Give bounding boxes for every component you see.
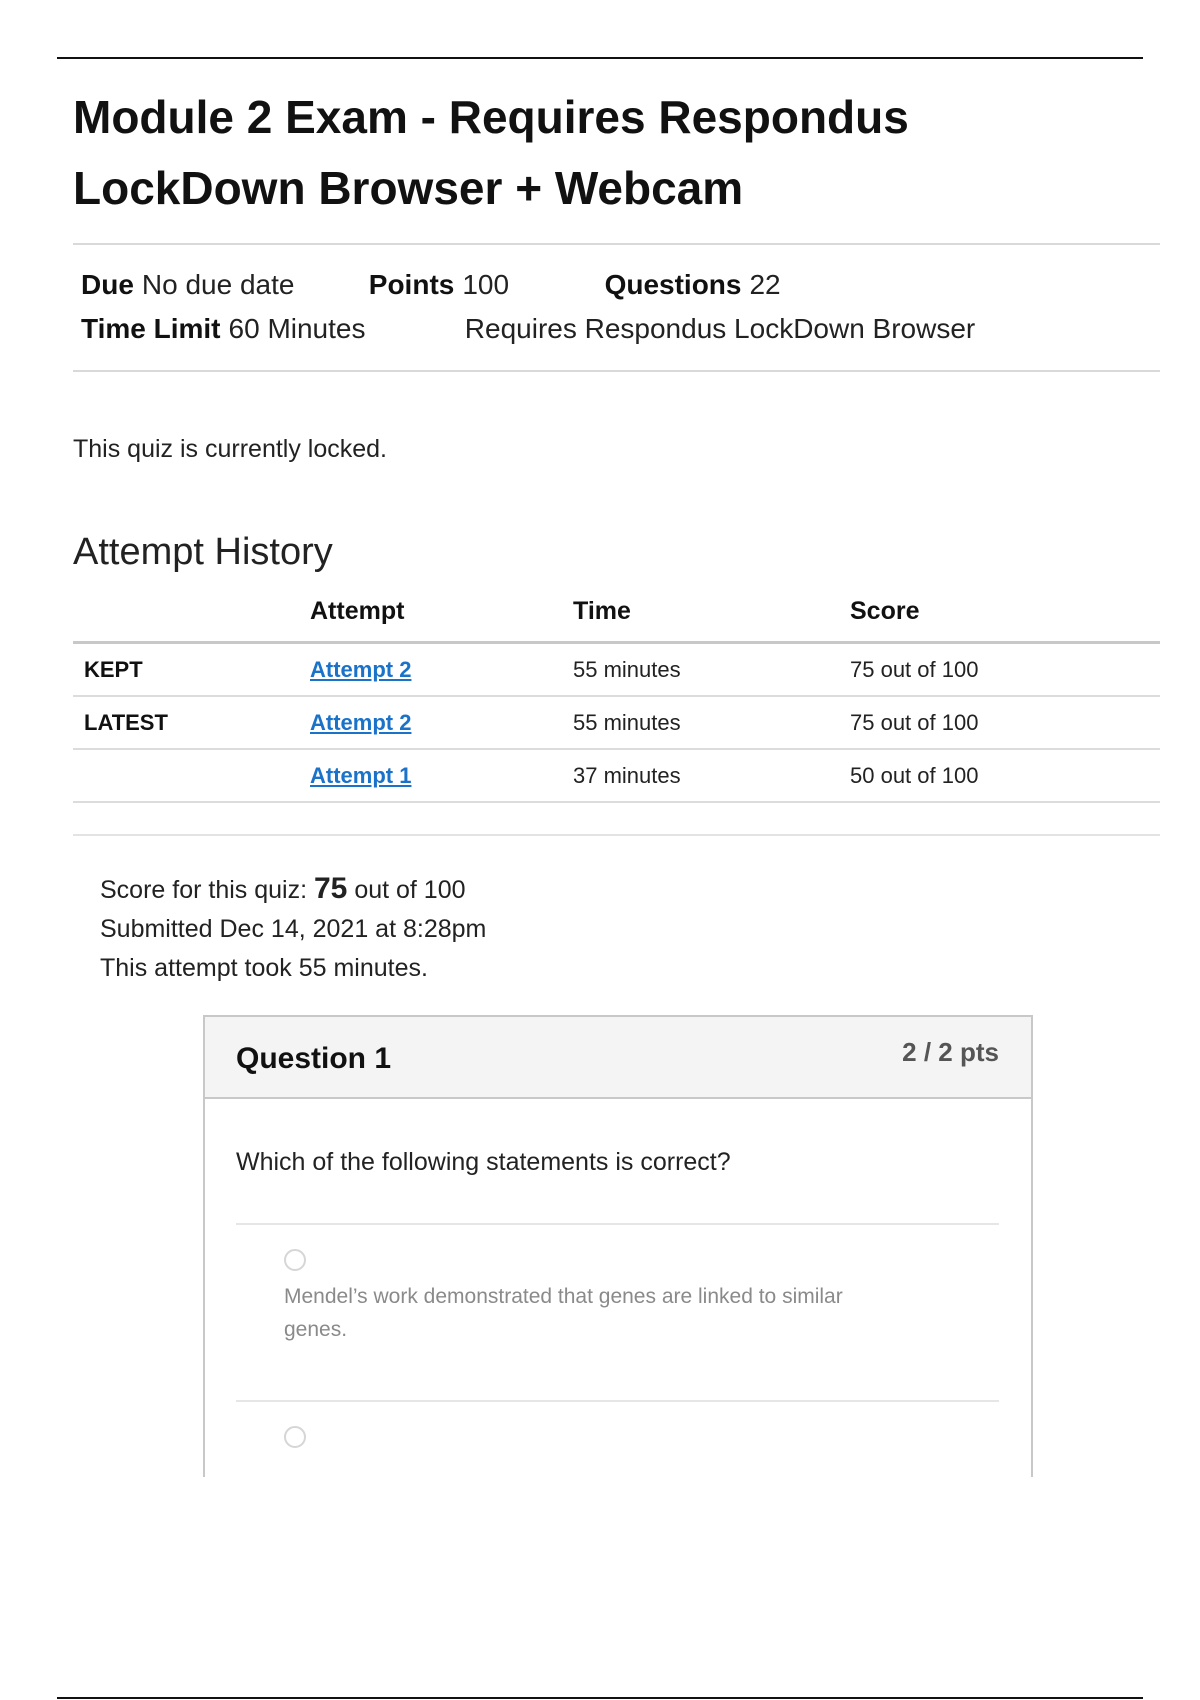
page-bottom-rule	[57, 1697, 1143, 1699]
attempt-score: 50 out of 100	[850, 749, 1160, 802]
quiz-title: Module 2 Exam - Requires Respondus LockDown Browser + Webcam	[73, 91, 909, 214]
score-prefix: Score for this quiz:	[100, 876, 308, 904]
question-text: Which of the following statements is correct?	[236, 1148, 731, 1176]
attempt-history-table	[73, 597, 1160, 803]
time-limit-detail	[81, 307, 457, 351]
attempt-status: LATEST	[73, 696, 310, 749]
score-value: 75	[313, 872, 348, 905]
lockdown-requirement: Requires Respondus LockDown Browser	[464, 313, 976, 344]
attempt-link[interactable]: Attempt 2	[310, 656, 412, 682]
due-label: Due	[81, 269, 134, 300]
quiz-details-row-2	[81, 307, 1152, 351]
questions-value: 22	[749, 269, 781, 300]
column-header-status	[73, 597, 310, 643]
column-header-time: Time	[573, 597, 850, 643]
question-title: Question 1	[236, 1042, 392, 1075]
attempt-status: KEPT	[73, 643, 310, 697]
attempt-history-heading: Attempt History	[73, 531, 333, 573]
attempt-cell	[310, 749, 573, 802]
column-header-score: Score	[850, 597, 1160, 643]
quiz-result-summary	[73, 869, 1160, 988]
attempt-status	[73, 749, 310, 802]
due-value: No due date	[141, 269, 295, 300]
points-label: Points	[368, 269, 455, 300]
answer-option[interactable]	[236, 1223, 999, 1400]
due-detail	[81, 263, 361, 307]
attempt-link[interactable]: Attempt 1	[310, 762, 412, 788]
table-header-row	[73, 597, 1160, 643]
section-divider	[73, 834, 1160, 836]
questions-detail	[605, 263, 781, 307]
column-header-attempt: Attempt	[310, 597, 573, 643]
answer-option[interactable]	[236, 1400, 999, 1477]
radio-button-icon[interactable]	[284, 1249, 306, 1271]
attempt-time: 55 minutes	[573, 696, 850, 749]
attempt-link[interactable]: Attempt 2	[310, 709, 412, 735]
quiz-details	[73, 243, 1160, 372]
table-row	[73, 643, 1160, 697]
question-body	[205, 1148, 1031, 1477]
submitted-line: Submitted Dec 14, 2021 at 8:28pm	[100, 915, 487, 943]
questions-label: Questions	[604, 269, 742, 300]
attempt-score: 75 out of 100	[850, 643, 1160, 697]
locked-message: This quiz is currently locked.	[73, 435, 388, 463]
quiz-page	[73, 82, 1160, 1477]
attempt-time: 37 minutes	[573, 749, 850, 802]
points-detail	[369, 263, 597, 307]
question-header	[205, 1017, 1031, 1099]
table-row	[73, 696, 1160, 749]
page-top-rule	[57, 57, 1143, 59]
attempt-cell	[310, 643, 573, 697]
table-row	[73, 749, 1160, 802]
score-line	[100, 869, 1160, 910]
radio-button-icon[interactable]	[284, 1426, 306, 1448]
question-card	[203, 1015, 1033, 1477]
attempt-cell	[310, 696, 573, 749]
time-limit-label: Time Limit	[81, 313, 221, 344]
attempt-score: 75 out of 100	[850, 696, 1160, 749]
attempt-time: 55 minutes	[573, 643, 850, 697]
quiz-details-row-1	[81, 263, 1152, 307]
time-limit-value: 60 Minutes	[228, 313, 366, 344]
answer-text: Mendel’s work demonstrated that genes are linked to similar genes.	[284, 1285, 843, 1341]
score-suffix: out of 100	[354, 876, 466, 904]
question-points: 2 / 2 pts	[902, 1037, 999, 1067]
points-value: 100	[462, 269, 510, 300]
duration-line: This attempt took 55 minutes.	[100, 954, 428, 982]
